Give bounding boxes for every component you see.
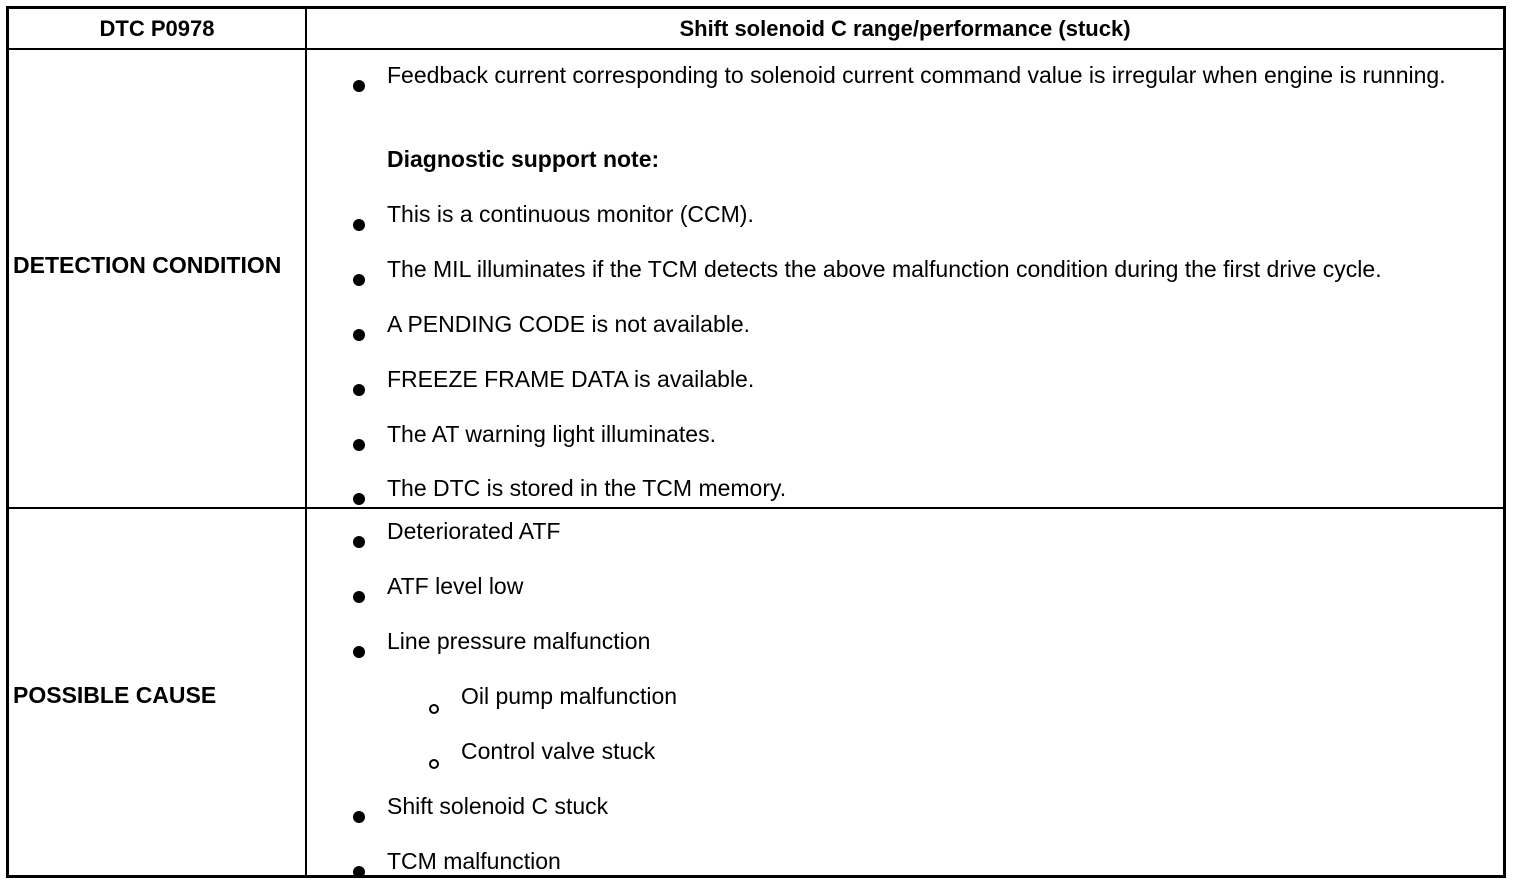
sub-list-item-text: Oil pump malfunction [461, 683, 678, 709]
dtc-code-header: DTC P0978 [99, 16, 215, 41]
bullet-icon [353, 811, 365, 823]
bullet-icon [353, 329, 365, 341]
bullet-icon [353, 591, 365, 603]
bullet-icon [353, 219, 365, 231]
detection-condition-label: DETECTION CONDITION [13, 252, 282, 278]
diagnostic-note-title: Diagnostic support note: [387, 146, 660, 172]
list-item-text: A PENDING CODE is not available. [387, 311, 751, 337]
circle-bullet-icon [429, 704, 439, 714]
bullet-icon [353, 384, 365, 396]
list-item-text: FREEZE FRAME DATA is available. [387, 366, 755, 392]
bullet-icon [353, 536, 365, 548]
list-item-text: Deteriorated ATF [387, 518, 561, 544]
bullet-icon [353, 493, 365, 505]
bullet-icon [353, 80, 365, 92]
circle-bullet-icon [429, 759, 439, 769]
dtc-table [6, 6, 1506, 878]
list-item-text: The MIL illuminates if the TCM detects the above malfunction condition during the first drive cycle. [387, 256, 1382, 282]
bullet-icon [353, 646, 365, 658]
list-item-text: Shift solenoid C stuck [387, 793, 609, 819]
list-item-text: This is a continuous monitor (CCM). [387, 201, 754, 227]
possible-cause-label: POSSIBLE CAUSE [13, 682, 217, 708]
column-divider [305, 9, 307, 875]
detection-lead-text: Feedback current corresponding to solenoid current command value is irregular when engine is running. [387, 62, 1446, 88]
bullet-icon [353, 274, 365, 286]
list-item-text: TCM malfunction [387, 848, 561, 874]
list-item-text: Line pressure malfunction [387, 628, 651, 654]
bullet-icon [353, 866, 365, 878]
sub-list-item-text: Control valve stuck [461, 738, 656, 764]
row-divider [9, 507, 1503, 509]
list-item-text: ATF level low [387, 573, 524, 599]
dtc-title-header: Shift solenoid C range/performance (stuck) [679, 16, 1131, 41]
list-item-text: The AT warning light illuminates. [387, 421, 716, 447]
list-item-text: The DTC is stored in the TCM memory. [387, 475, 787, 501]
bullet-icon [353, 439, 365, 451]
